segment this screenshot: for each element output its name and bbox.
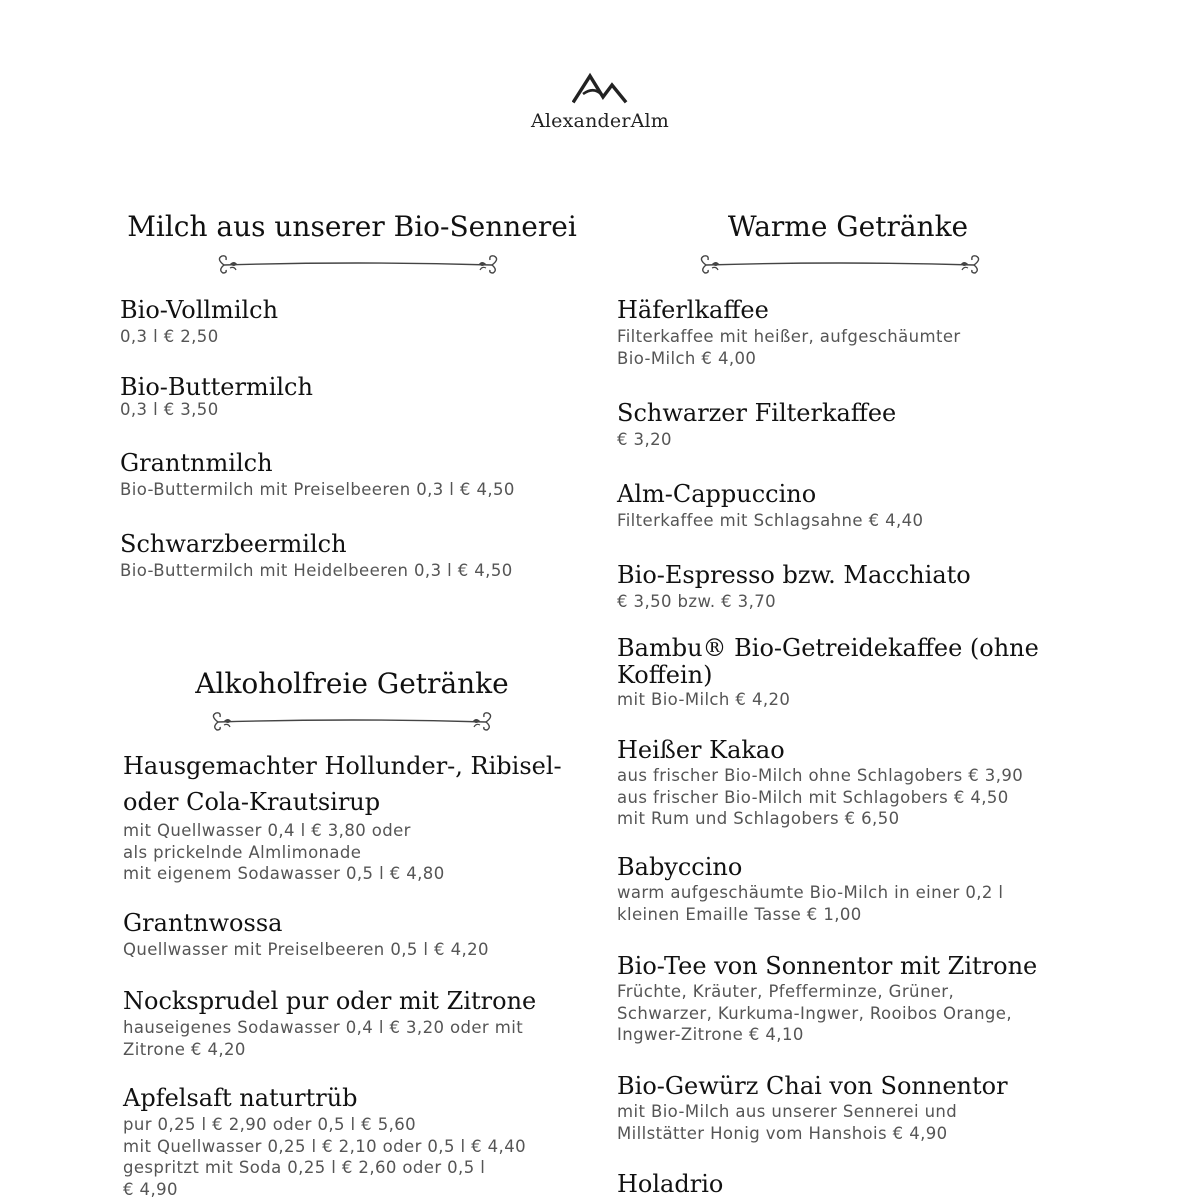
- menu-item: [617, 478, 923, 532]
- mountain-logo-icon: [572, 70, 628, 104]
- menu-item-desc: Quellwasser mit Preiselbeeren 0,5 l € 4,20: [123, 940, 489, 959]
- menu-item: [123, 985, 536, 1060]
- menu-item: [123, 1082, 526, 1200]
- menu-item: [617, 294, 961, 369]
- flourish-divider-alkoholfrei: [204, 711, 500, 735]
- menu-item-name: Bio-Tee von Sonnentor mit Zitrone: [617, 952, 1038, 980]
- menu-item: [617, 951, 1037, 1046]
- menu-item-name: Holadrio: [617, 1170, 724, 1198]
- section-title-warm: Warme Getränke: [727, 210, 969, 243]
- menu-item: [617, 635, 1039, 711]
- menu-item-name: Bambu® Bio-Getreidekaffee (ohne Koffein): [617, 634, 1039, 689]
- menu-item-name: Häferlkaffee: [617, 296, 769, 324]
- menu-item: [120, 447, 515, 501]
- menu-item-desc: pur 0,25 l € 2,90 oder 0,5 l € 5,60 mit Quellwasser 0,25 l € 2,10 oder 0,5 l € 4,40 gespritzt mit Soda 0,25 l € 2,60 oder 0,5 l € 4,90: [123, 1115, 526, 1199]
- menu-item-name: Nocksprudel pur oder mit Zitrone: [123, 987, 537, 1015]
- menu-item-desc: Bio-Buttermilch mit Heidelbeeren 0,3 l € 4,50: [120, 561, 513, 580]
- menu-item: [617, 397, 896, 451]
- menu-item-desc: Bio-Buttermilch mit Preiselbeeren 0,3 l € 4,50: [120, 480, 515, 499]
- menu-item-desc: € 3,50 bzw. € 3,70: [617, 592, 777, 611]
- menu-item: [617, 559, 971, 613]
- menu-item-name: Grantnwossa: [123, 909, 283, 937]
- menu-item-desc: mit Bio-Milch € 4,20: [617, 690, 791, 709]
- menu-item: [123, 748, 562, 885]
- flourish-divider-warm: [692, 254, 988, 278]
- menu-item-desc: Filterkaffee mit Schlagsahne € 4,40: [617, 511, 924, 530]
- menu-item-desc: mit Bio-Milch aus unserer Sennerei und Millstätter Honig vom Hanshois € 4,90: [617, 1102, 958, 1143]
- menu-item: [617, 1071, 1008, 1144]
- menu-item-desc: mit Quellwasser 0,4 l € 3,80 oder als prickelnde Almlimonade mit eigenem Sodawasser 0,5 l € 4,80: [123, 821, 445, 883]
- menu-item-name: Heißer Kakao: [617, 736, 785, 764]
- menu-item: [120, 371, 313, 421]
- menu-item-name: Alm-Cappuccino: [617, 480, 817, 508]
- brand-name: AlexanderAlm: [530, 110, 670, 132]
- menu-item-name: Grantnmilch: [120, 449, 273, 477]
- menu-item-desc: Filterkaffee mit heißer, aufgeschäumter Bio-Milch € 4,00: [617, 327, 961, 368]
- menu-item: [120, 528, 513, 582]
- menu-item-name: Bio-Vollmilch: [120, 296, 279, 324]
- menu-item: [123, 907, 489, 961]
- menu-item-name: Bio-Espresso bzw. Macchiato: [617, 561, 971, 589]
- menu-item-desc: 0,3 l € 2,50: [120, 327, 219, 346]
- menu-item-name: Bio-Gewürz Chai von Sonnentor: [617, 1072, 1008, 1100]
- menu-item: [617, 1168, 723, 1200]
- menu-item-name: Schwarzer Filterkaffee: [617, 399, 897, 427]
- flourish-divider-milch: [210, 254, 506, 278]
- menu-item-desc: 0,3 l € 3,50: [120, 400, 219, 419]
- brand-logo: [0, 70, 1200, 132]
- section-title-alkoholfrei: Alkoholfreie Getränke: [195, 667, 509, 700]
- menu-item: [617, 852, 1003, 925]
- menu-item-name: Babyccino: [617, 853, 743, 881]
- menu-item: [120, 294, 278, 348]
- menu-item: [617, 735, 1023, 830]
- menu-item-name: Apfelsaft naturtrüb: [123, 1084, 358, 1112]
- menu-item-name: Schwarzbeermilch: [120, 530, 347, 558]
- menu-item-name: Bio-Buttermilch: [120, 373, 313, 401]
- menu-item-desc: Früchte, Kräuter, Pfefferminze, Grüner, Schwarzer, Kurkuma-Ingwer, Rooibos Orange, Ingwer-Zitrone € 4,10: [617, 982, 1012, 1044]
- menu-item-desc: aus frischer Bio-Milch ohne Schlagobers € 3,90 aus frischer Bio-Milch mit Schlagobers € 4,50 mit Rum und Schlagobers € 6,50: [617, 766, 1024, 828]
- section-title-milch: Milch aus unserer Bio-Sennerei: [127, 210, 577, 243]
- menu-item-name: Hausgemachter Hollunder-, Ribisel- oder Cola-Krautsirup: [123, 752, 562, 816]
- menu-item-desc: hauseigenes Sodawasser 0,4 l € 3,20 oder mit Zitrone € 4,20: [123, 1018, 524, 1059]
- menu-item-desc: € 3,20: [617, 430, 672, 449]
- menu-item-desc: warm aufgeschäumte Bio-Milch in einer 0,2 l kleinen Emaille Tasse € 1,00: [617, 883, 1004, 924]
